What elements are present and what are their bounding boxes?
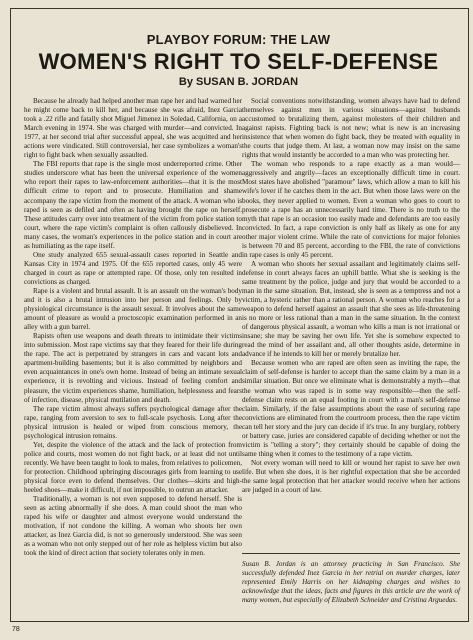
paragraph: Social conventions notwithstanding, women always have had to defend themselves against men in various situations—against husbands accustomed to brutalizing them, against molesters of their children and against rapists. Fighting back is not new; what is new is an increasing insistence that when women do fight back, they be treated with equality in the courts that judge them. At last, a woman now may insist on the same rights that would instantly be accorded to a man who was protecting her. — [242, 97, 460, 160]
paragraph: The woman who responds to a rape exactly as a man would—aggressively and angrily—faces an exceptionally difficult time in court. Most states have abolished "paramour" laws, which allow a man to kill his wife's lover if he catches them in the act. But when those laws were on the books, they never applied to women. Even a woman who goes to court to prosecute a rape has an unnecessarily hard time. There is no truth to the myth that rape is an occasion too easily made and defendants are too easily convicted. In fact, a rape conviction is only half as likely as one for any other major violent crime. While the rate of convictions for major felonies is between 70 and 85 percent, according to the FBI, the rate of convictions in rape cases is only 45 percent. — [242, 160, 460, 259]
article-byline: By SUSAN B. JORDAN — [178, 76, 299, 88]
article-title: WOMEN'S RIGHT TO SELF-DEFENSE — [38, 49, 439, 74]
article-header — [11, 10, 466, 88]
paragraph: Yet, despite the violence of the attack and the lack of protection from police and courts, most women do not fight back, or at least did not until recently. We have been taught to look to males, from relatives to policemen, for protection. Childhood upbringing discourages girls from learning to use physical force even to defend themselves. Our clothes—skirts and high-heeled shoes—make it difficult, if not impossible, to outrun an attacker. — [24, 440, 242, 495]
paragraph: One study analyzed 655 sexual-assault cases reported in Seattle and Kansas City in 1974 and 1975. Of the 655 reported cases, only 45 were charged in court as rape or attempted rape. Of those, only ten resulted in convictions as charged. — [24, 250, 242, 286]
paragraph: The rape victim almost always suffers psychological damage after the rape, ranging from aversion to sex to full-scale psychosis. Long after the physical intrusion is healed or wiped from conscious memory, the psychological intrusion remains. — [24, 404, 242, 440]
body-column-right — [242, 97, 460, 542]
paragraph: Rape is a violent and brutal assault. It is an assault on the woman's body and it is also a brutal intrusion into her person and feelings. Only by physiological circumstance is the assault sexual. It involves about the same amount of pleasure as would a proctoscopic examination performed in an alley with a gun barrel. — [24, 286, 242, 332]
page-number: 78 — [12, 626, 20, 633]
paragraph: Because women who are raped are often seen as inviting the rape, the claim of self-defense is harder to accept than the same claim by a man in a similar situation. But once we eliminate what is demonstrably a myth—that the woman who was raped is in some way responsible—then the self-defense claim rests on an equal footing in court with a man's self-defense claim. Similarly, if the false assumptions about the ease of securing rape convictions are eliminated from the courtroom process, then the rape victim can tell her story and the jury can decide if it's true. In any burglary, robbery or battery case, juries are considered capable of deciding whether or not the victim is "telling a story"; they certainly should be capable of doing the same thing when it comes to the testimony of a rape victim. — [242, 359, 460, 458]
paragraph: Rapists often use weapons and death threats to intimidate their victims into submission. Most rape victims say that they feared for their life during the rape. The act is perpetrated by strangers in cars and vacant lots and apartment-building basements; but it is also committed by neighbors and even acquaintances in one's own home. Instead of being an intimate sexual experience, it is revolting and vicious. Instead of feeling comfort and pleasure, the victim experiences shame, humiliation, helplessness and fears of infection, disease, physical mutilation and death. — [24, 332, 242, 404]
author-bio: Susan B. Jordan is an attorney practicing in San Francisco. She successfully defended Inez Garcia in her retrial on murder charges, later represented Emily Harris on her kidnaping charges and wishes to acknowledge that the ideas, facts and figures in this article are the work of many women, but especially of Elizabeth Schneider and Cristina Arguedas. — [242, 553, 460, 605]
paragraph: Because he already had helped another man rape her and had warned her he might come back to kill her, and because she was afraid, Inez Garcia took a .22 rifle and fatally shot Miguel Jimenez in Soledad, California, on a March evening in 1974. She was charged with murder—and convicted. In 1977, at her second trial after successful appeal, she was acquitted and her actions were vindicated. Still controversial, her case symbolizes a woman's right to fight back when sexually assaulted. — [24, 97, 242, 160]
paragraph: The FBI reports that rape is the single most underreported crime. Other studies underscore what has been the universal experience of the women who report their rapes to law-enforcement authorities—that it is the most difficult crime to report and to prosecute. Humiliation and shame accompany the rape victim from the moment of the attack. A woman who is raped is seen as defiled and often as having brought the rape on herself. These attitudes carry over into treatment of the victim from police station to court, where the rape victim's complaint is often callously disbelieved. In many cases, the woman's experiences in the police station and in court are as humiliating as the rape itself. — [24, 160, 242, 250]
paragraph: A woman who shoots her sexual assailant and legitimately claims self-defense in court always faces an uphill battle. What she is seeking is the same treatment by the police, judge and jury that would be accorded to a man in the same situation. But, instead, she is seen as a temptress and not a victim, a hysteric rather than a rational person. A woman who reaches for a weapon to defend herself against an assault that she sees as life-threatening is no more or less rational than a man in the same situation. In the context of dangerous physical assault, a woman who kills a man is not irrational or insane; she may be saving her own life. Yet she is somehow expected to read the mind of her assailant and, all other thoughts aside, determine in advance if he intends to kill her or merely brutalize her. — [242, 259, 460, 359]
paragraph: Traditionally, a woman is not even supposed to defend herself. She is seen as acting abnormally if she does. A man could shoot the man who raped his wife or daughter and almost everyone would understand the motivation, if not condone the killing. A woman who shoots her own attacker, as Inez Garcia did, is not so generously understood. She was seen as a woman who not only stepped out of her role as helpless victim but also took the kind of direct action that society tolerates only in men. — [24, 495, 242, 558]
body-column-left — [24, 97, 242, 619]
paragraph: Not every woman will need to kill or wound her rapist to save her own life. But when she does, it is her rightful expectation that she be accorded the same legal protection that her attacker would receive when her actions are judged in a court of law. — [242, 458, 460, 495]
section-kicker: PLAYBOY FORUM: THE LAW — [146, 32, 331, 47]
